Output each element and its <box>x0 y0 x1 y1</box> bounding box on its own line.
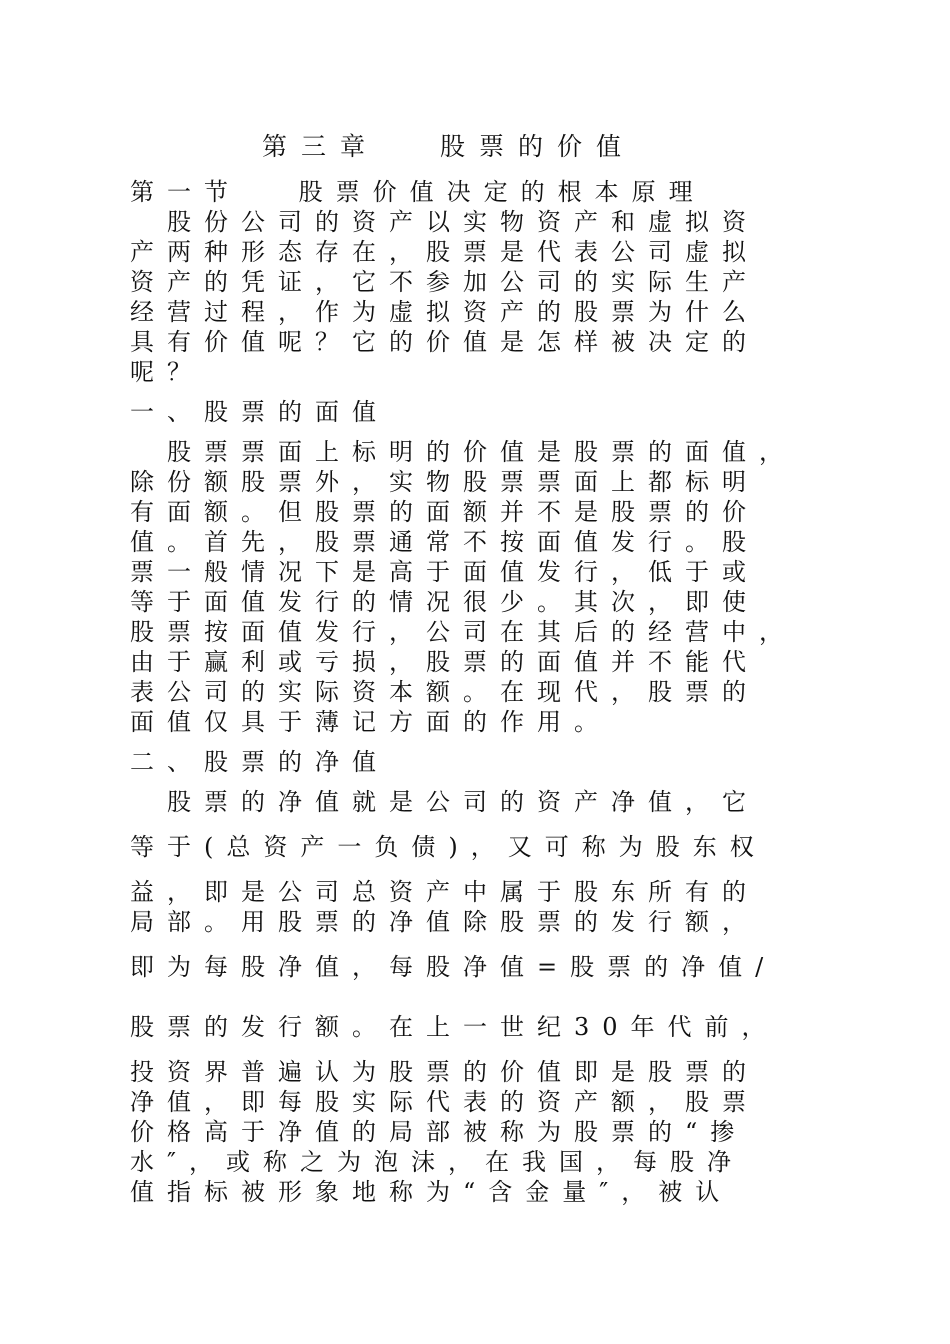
paragraph-line: 有面额。但股票的面额并不是股票的价 <box>130 498 759 526</box>
paragraph-line: 股票的发行额。在上一世纪30年代前， <box>130 1013 779 1041</box>
paragraph-line: 等于面值发行的情况很少。其次，即使 <box>130 588 759 616</box>
paragraph-line: 水″，或称之为泡沫，在我国，每股净 <box>130 1148 744 1176</box>
paragraph-line: 票一般情况下是高于面值发行，低于或 <box>130 558 759 586</box>
paragraph-line: 由于赢利或亏损，股票的面值并不能代 <box>130 648 759 676</box>
paragraph-line: 股票票面上标明的价值是股票的面值， <box>130 438 796 466</box>
paragraph-line: 面值仅具于薄记方面的作用。 <box>130 708 611 736</box>
paragraph-line: 值。首先，股票通常不按面值发行。股 <box>130 528 759 556</box>
paragraph-line: 等于(总资产一负债)，又可称为股东权 <box>130 833 767 861</box>
paragraph-line: 经营过程，作为虚拟资产的股票为什么 <box>130 298 759 326</box>
paragraph-line: 值指标被形象地称为“含金量″，被认 <box>130 1178 733 1206</box>
paragraph-line: 股票按面值发行，公司在其后的经营中， <box>130 618 796 646</box>
paragraph-line: 呢？ <box>130 358 204 386</box>
section-heading: 第一节 股票价值决定的根本原理 <box>130 178 706 206</box>
paragraph-line: 表公司的实际资本额。在现代，股票的 <box>130 678 759 706</box>
paragraph-line: 股票的净值就是公司的资产净值，它 <box>130 788 759 816</box>
paragraph-line: 股份公司的资产以实物资产和虚拟资 <box>130 208 759 236</box>
paragraph-line: 净值，即每股实际代表的资产额，股票 <box>130 1088 759 1116</box>
chapter-title: 第三章 股票的价值 <box>262 132 635 161</box>
paragraph-line: 益，即是公司总资产中属于股东所有的 <box>130 878 759 906</box>
paragraph-line: 除份额股票外，实物股票票面上都标明 <box>130 468 759 496</box>
paragraph-line: 产两种形态存在，股票是代表公司虚拟 <box>130 238 759 266</box>
subsection-heading: 二、股票的净值 <box>130 748 389 776</box>
paragraph-line: 具有价值呢？它的价值是怎样被决定的 <box>130 328 759 356</box>
subsection-heading: 一、股票的面值 <box>130 398 389 426</box>
paragraph-line: 资产的凭证，它不参加公司的实际生产 <box>130 268 759 296</box>
paragraph-line: 价格高于净值的局部被称为股票的“掺 <box>130 1118 748 1146</box>
paragraph-line: 即为每股净值，每股净值=股票的净值/ <box>130 953 777 981</box>
paragraph-line: 投资界普遍认为股票的价值即是股票的 <box>130 1058 759 1086</box>
paragraph-line: 局部。用股票的净值除股票的发行额， <box>130 908 759 936</box>
